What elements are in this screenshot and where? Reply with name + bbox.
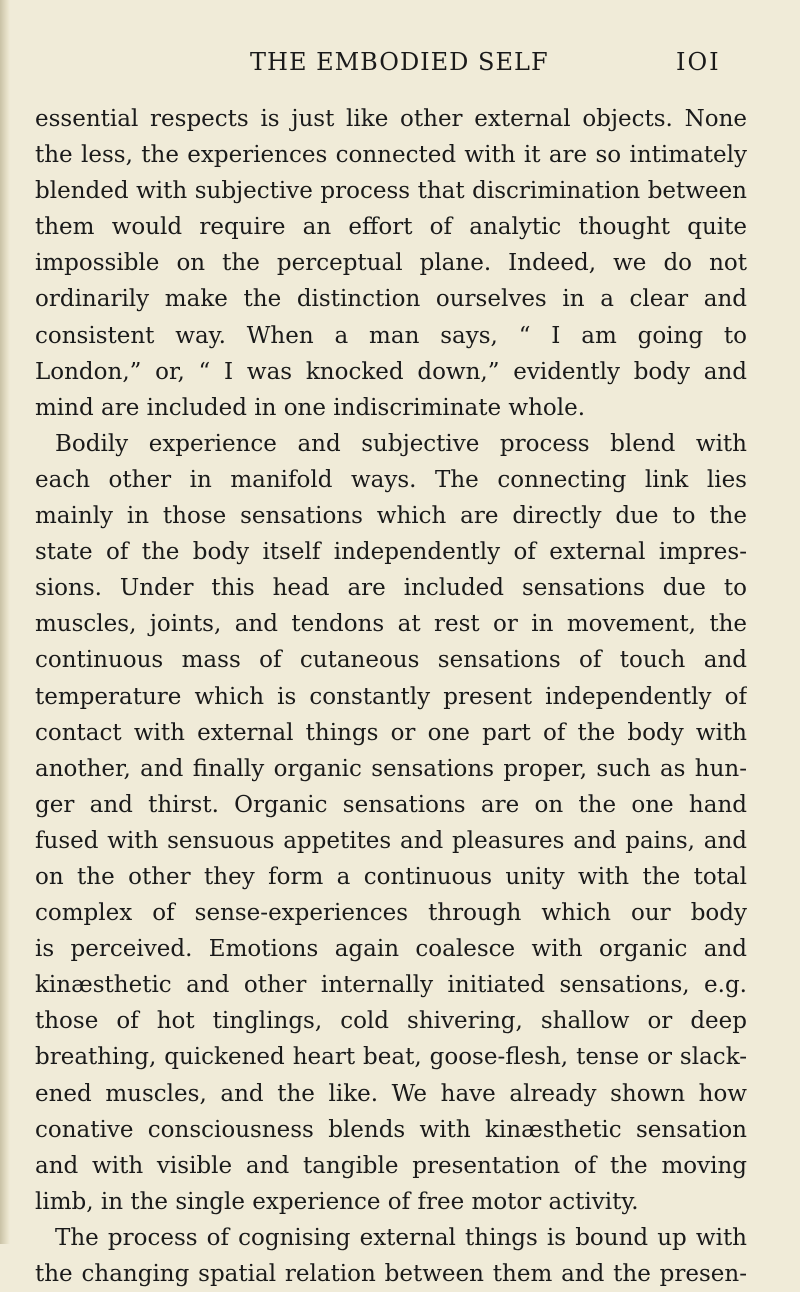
page-number: IOI (676, 48, 721, 76)
text-line: ened muscles, and the like. We have already shown how (35, 1080, 747, 1107)
text-line: those of hot tinglings, cold shivering, shallow or deep (35, 1008, 747, 1035)
text-line: contact with external things or one part of the body with (35, 719, 747, 746)
text-line: on the other they form a continuous unity with the total (35, 863, 747, 890)
text-line: The process of cognising external things is bound up with (55, 1224, 747, 1251)
text-line: breathing, quickened heart beat, goose-flesh, tense or slack- (35, 1044, 747, 1071)
text-line: mainly in those sensations which are directly due to the (35, 503, 747, 530)
text-line: them would require an effort of analytic thought quite (35, 214, 747, 241)
text-line: kinæsthetic and other internally initiated sensations, e.g. (35, 972, 747, 999)
text-line: fused with sensuous appetites and pleasures and pains, and (35, 827, 747, 854)
text-line: complex of sense-experiences through which our body (35, 900, 747, 927)
text-line: limb, in the single experience of free motor activity. (35, 1188, 639, 1215)
text-line: continuous mass of cutaneous sensations of touch and (35, 647, 747, 674)
text-line: ger and thirst. Organic sensations are on the one hand (35, 791, 747, 818)
text-line: ordinarily make the distinction ourselves in a clear and (35, 286, 747, 313)
text-line: impossible on the perceptual plane. Indeed, we do not (35, 250, 747, 277)
text-line: conative consciousness blends with kinæsthetic sensation (35, 1116, 747, 1143)
text-line: the less, the experiences connected with it are so intimately (35, 142, 747, 169)
running-title: THE EMBODIED SELF (250, 48, 549, 76)
text-line: temperature which is constantly present independently of (35, 683, 747, 710)
text-line: state of the body itself independently of external impres- (35, 539, 747, 566)
text-line: essential respects is just like other external objects. None (35, 106, 747, 132)
text-line: consistent way. When a man says, “ I am going to (35, 322, 747, 349)
text-line: each other in manifold ways. The connecting link lies (35, 466, 747, 493)
page-edge-shadow (0, 0, 10, 1244)
text-line: another, and finally organic sensations proper, such as hun- (35, 755, 747, 782)
text-line: Bodily experience and subjective process blend with (55, 430, 747, 457)
text-line: blended with subjective process that discrimination between (35, 178, 747, 205)
text-line: and with visible and tangible presentation of the moving (35, 1152, 747, 1179)
running-head (0, 48, 800, 80)
text-line: muscles, joints, and tendons at rest or in movement, the (35, 611, 747, 638)
text-line: London,” or, “ I was knocked down,” evidently body and (35, 358, 747, 385)
text-line: mind are included in one indiscriminate whole. (35, 394, 586, 421)
text-line: sions. Under this head are included sensations due to (35, 575, 747, 602)
text-line: the changing spatial relation between them and the presen- (35, 1261, 747, 1287)
text-line: is perceived. Emotions again coalesce with organic and (35, 936, 747, 963)
body-text (35, 101, 747, 1292)
